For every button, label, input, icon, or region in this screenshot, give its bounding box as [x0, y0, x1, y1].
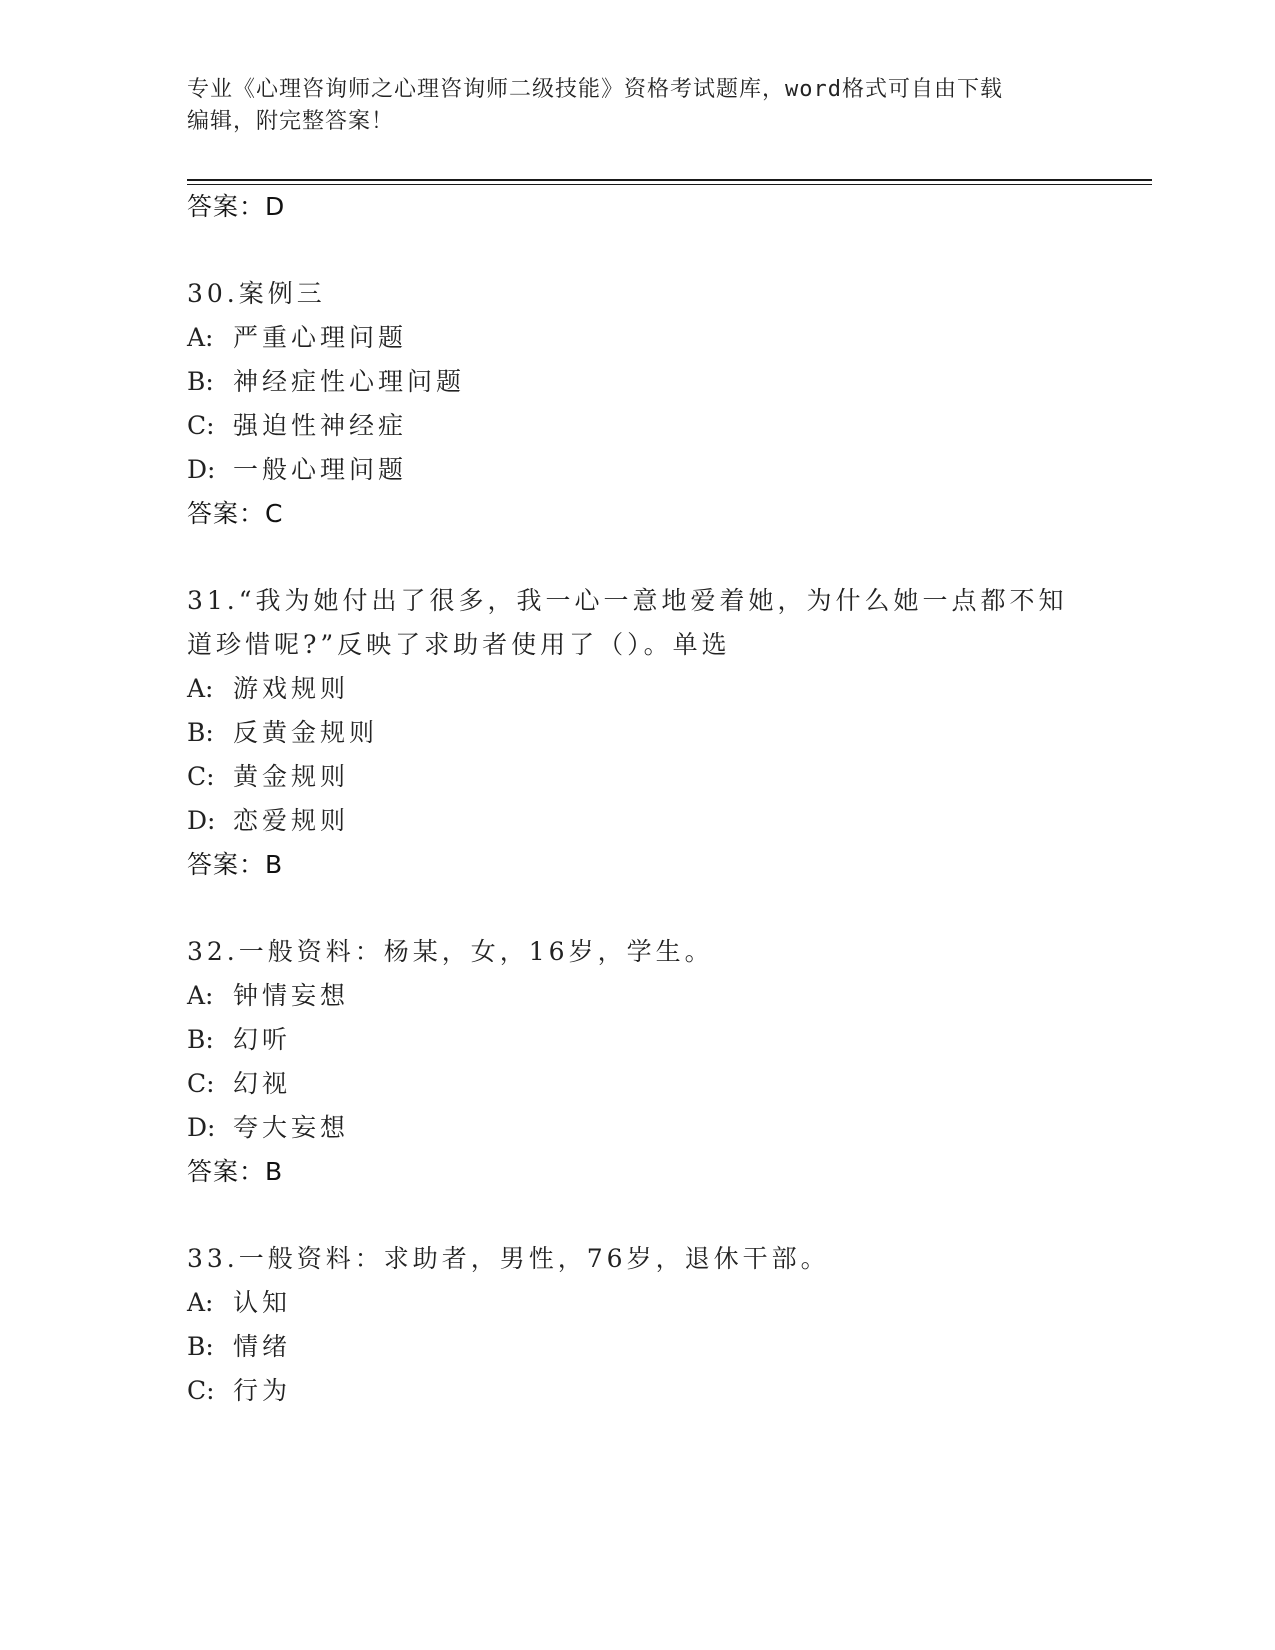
- option-label: C:: [187, 762, 215, 791]
- document-header: [187, 74, 1067, 138]
- option-label: D:: [187, 1113, 216, 1142]
- option-a: [187, 669, 349, 705]
- option-text: 反黄金规则: [233, 718, 379, 747]
- option-label: B:: [187, 1025, 214, 1054]
- option-label: B:: [187, 718, 214, 747]
- option-label: C:: [187, 1069, 215, 1098]
- option-b: [187, 1020, 291, 1056]
- option-label: C:: [187, 411, 215, 440]
- answer-line: 答案：D: [187, 192, 286, 221]
- answer-line: 答案：B: [187, 1157, 284, 1186]
- question-stem: 30.案例三: [187, 279, 326, 308]
- header-line-2: 编辑，附完整答案！: [187, 109, 395, 134]
- option-d: [187, 801, 349, 837]
- option-c: [187, 406, 407, 442]
- option-label: B:: [187, 1332, 214, 1361]
- option-d: [187, 1108, 349, 1144]
- option-text: 情绪: [233, 1332, 292, 1361]
- option-label: B:: [187, 367, 214, 396]
- option-label: A:: [187, 323, 214, 352]
- option-label: A:: [187, 674, 214, 703]
- option-text: 行为: [233, 1376, 292, 1405]
- option-text: 幻听: [233, 1025, 292, 1054]
- option-text: 夸大妄想: [233, 1113, 350, 1142]
- option-text: 强迫性神经症: [233, 411, 408, 440]
- option-b: [187, 713, 378, 749]
- option-b: [187, 1327, 291, 1363]
- answer-line: 答案：C: [187, 499, 284, 528]
- question-stem-cont: 道珍惜呢?”反映了求助者使用了（）。单选: [187, 630, 731, 659]
- option-text: 认知: [233, 1288, 292, 1317]
- question-stem: 33.一般资料：求助者，男性，76岁，退休干部。: [187, 1244, 830, 1273]
- option-text: 神经症性心理问题: [233, 367, 466, 396]
- option-label: D:: [187, 455, 216, 484]
- option-label: A:: [187, 1288, 214, 1317]
- option-label: A:: [187, 981, 214, 1010]
- option-text: 游戏规则: [233, 674, 350, 703]
- option-text: 一般心理问题: [233, 455, 408, 484]
- option-text: 黄金规则: [233, 762, 350, 791]
- option-b: [187, 362, 465, 398]
- option-a: [187, 976, 349, 1012]
- option-c: [187, 1371, 291, 1407]
- question-stem: 31.“我为她付出了很多，我一心一意地爱着她，为什么她一点都不知: [187, 586, 1068, 615]
- option-a: [187, 318, 407, 354]
- option-c: [187, 1064, 291, 1100]
- option-text: 钟情妄想: [233, 981, 350, 1010]
- header-line-1: 专业《心理咨询师之心理咨询师二级技能》资格考试题库，word格式可自由下载: [187, 77, 1003, 102]
- option-label: D:: [187, 806, 216, 835]
- answer-line: 答案：B: [187, 850, 284, 879]
- question-stem: 32.一般资料：杨某，女，16岁，学生。: [187, 937, 714, 966]
- option-text: 严重心理问题: [233, 323, 408, 352]
- option-d: [187, 450, 407, 486]
- option-label: C:: [187, 1376, 215, 1405]
- option-c: [187, 757, 349, 793]
- option-text: 幻视: [233, 1069, 292, 1098]
- option-text: 恋爱规则: [233, 806, 350, 835]
- option-a: [187, 1283, 291, 1319]
- header-divider: [187, 179, 1152, 185]
